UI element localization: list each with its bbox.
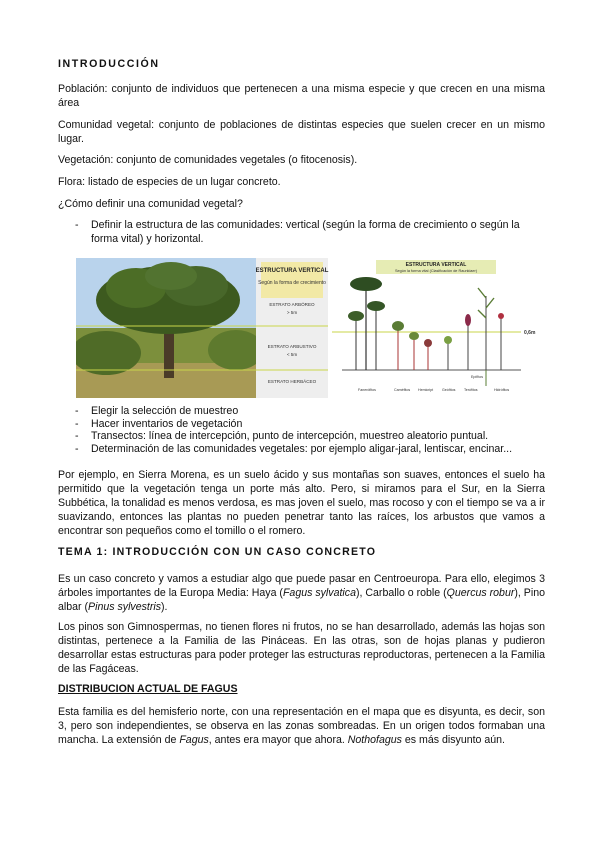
oak-tree-photo [76, 258, 264, 398]
epifitos-label: Epífitos [471, 375, 483, 379]
paragraph-distribution: Esta familia es del hemisferio norte, con una representación en el mapa que es disyunta, es decir, son 3, pero son independientes, se observa en las zonas sombreadas. En un origen todos formaban una mancha. La extensión de Fagus, antes era mayor que ahora. Nothofagus es más disyunto aún. [58, 706, 545, 746]
life-form-label: Hemicript [418, 388, 434, 392]
definition-poblacion: Población: conjunto de individuos que pertenecen a una misma especie y que crecen en una misma área [58, 83, 545, 109]
list-item: - Transectos: línea de intercepción, punto de intercepción, muestreo aleatorio puntual. [58, 430, 545, 443]
box-title: ESTRUCTURA VERTICAL [255, 268, 329, 274]
height-mark: 0,6m [524, 330, 536, 336]
question-line: ¿Cómo definir una comunidad vegetal? [58, 198, 243, 210]
stratum-label: > 5m [286, 310, 298, 315]
paragraph-pinos: Los pinos son Gimnospermas, no tienen flores ni frutos, no se han desarrollado, además las hojas son distintas, pertenece a la Familia de las Pináceas. En las otras, son de hojas planas y pudieron desarrollar estas estructuras para poder proteger las estructuras reproductoras, pertenecen a la Familia de las Fagáceas. [58, 621, 545, 675]
list-item: - Definir la estructura de las comunidades: vertical (según la forma de crecimiento o según la forma vital) y horizontal. [58, 218, 545, 246]
box-subtitle: Según la forma de crecimiento [258, 280, 326, 286]
definition-comunidad: Comunidad vegetal: conjunto de poblaciones de distintas especies que suelen crecer en un mismo lugar. [58, 119, 545, 145]
stratum-label: ESTRATO ARBUSTIVO [267, 344, 317, 349]
list-item: - Hacer inventarios de vegetación [58, 418, 545, 431]
life-form-label: Terófitos [464, 388, 478, 392]
paragraph-tema: Es un caso concreto y vamos a estudiar algo que puede pasar en Centroeuropa. Para ello, elegimos 3 árboles importantes de la Europa Media: Haya (Fagus sylvatica), Carballo o roble (Quercus robur), Pino albar (Pinus sylvestris). [58, 573, 545, 613]
stratum-label: ESTRATO ARBÓREO [269, 302, 315, 307]
tema-heading: TEMA 1: INTRODUCCIÓN CON UN CASO CONCRETO [58, 546, 377, 558]
stratum-label: ESTRATO HERBÁCEO [267, 379, 317, 384]
right-subtitle: Según la forma vital (Clasificación de Raunkiaer) [394, 269, 478, 273]
step-list [58, 405, 545, 455]
life-form-label: Geófitos [442, 388, 456, 392]
right-title: ESTRUCTURA VERTICAL [405, 262, 467, 268]
definition-vegetacion: Vegetación: conjunto de comunidades vegetales (o fitocenosis). [58, 154, 358, 166]
paragraph-sierra: Por ejemplo, en Sierra Morena, es un suelo ácido y sus montañas son suaves, entonces el suelo ha permitido que la vegetación tenga un porte más alto. Pero, si miramos para el Sur, en la Sierra Subbética, la tonalidad es menos verdosa, es mas joven el suelo, mas rocoso y con el tiempo se va a ir suavizando, entonces las plantas no pueden penetrar tanto las raíces, los arbustos que vamos a encontrar son pequeños como el tomillo o el romero. [58, 469, 545, 537]
intro-heading: INTRODUCCIÓN [58, 58, 160, 70]
stratum-label: < 5m [286, 352, 298, 357]
life-form-label: Hidrófitos [494, 388, 510, 392]
distribution-heading: DISTRIBUCION ACTUAL DE FAGUS [58, 683, 238, 695]
list-item: - Determinación de las comunidades vegetales: por ejemplo aligar-jaral, lentiscar, encinar... [58, 443, 545, 456]
definition-flora: Flora: listado de especies de un lugar concreto. [58, 176, 281, 188]
life-form-label: Fanerófitos [358, 388, 376, 392]
life-form-label: Caméfitos [394, 388, 411, 392]
vertical-structure-figure [76, 258, 541, 398]
step-list-structure [58, 218, 545, 246]
list-item: - Elegir la selección de muestreo [58, 405, 545, 418]
